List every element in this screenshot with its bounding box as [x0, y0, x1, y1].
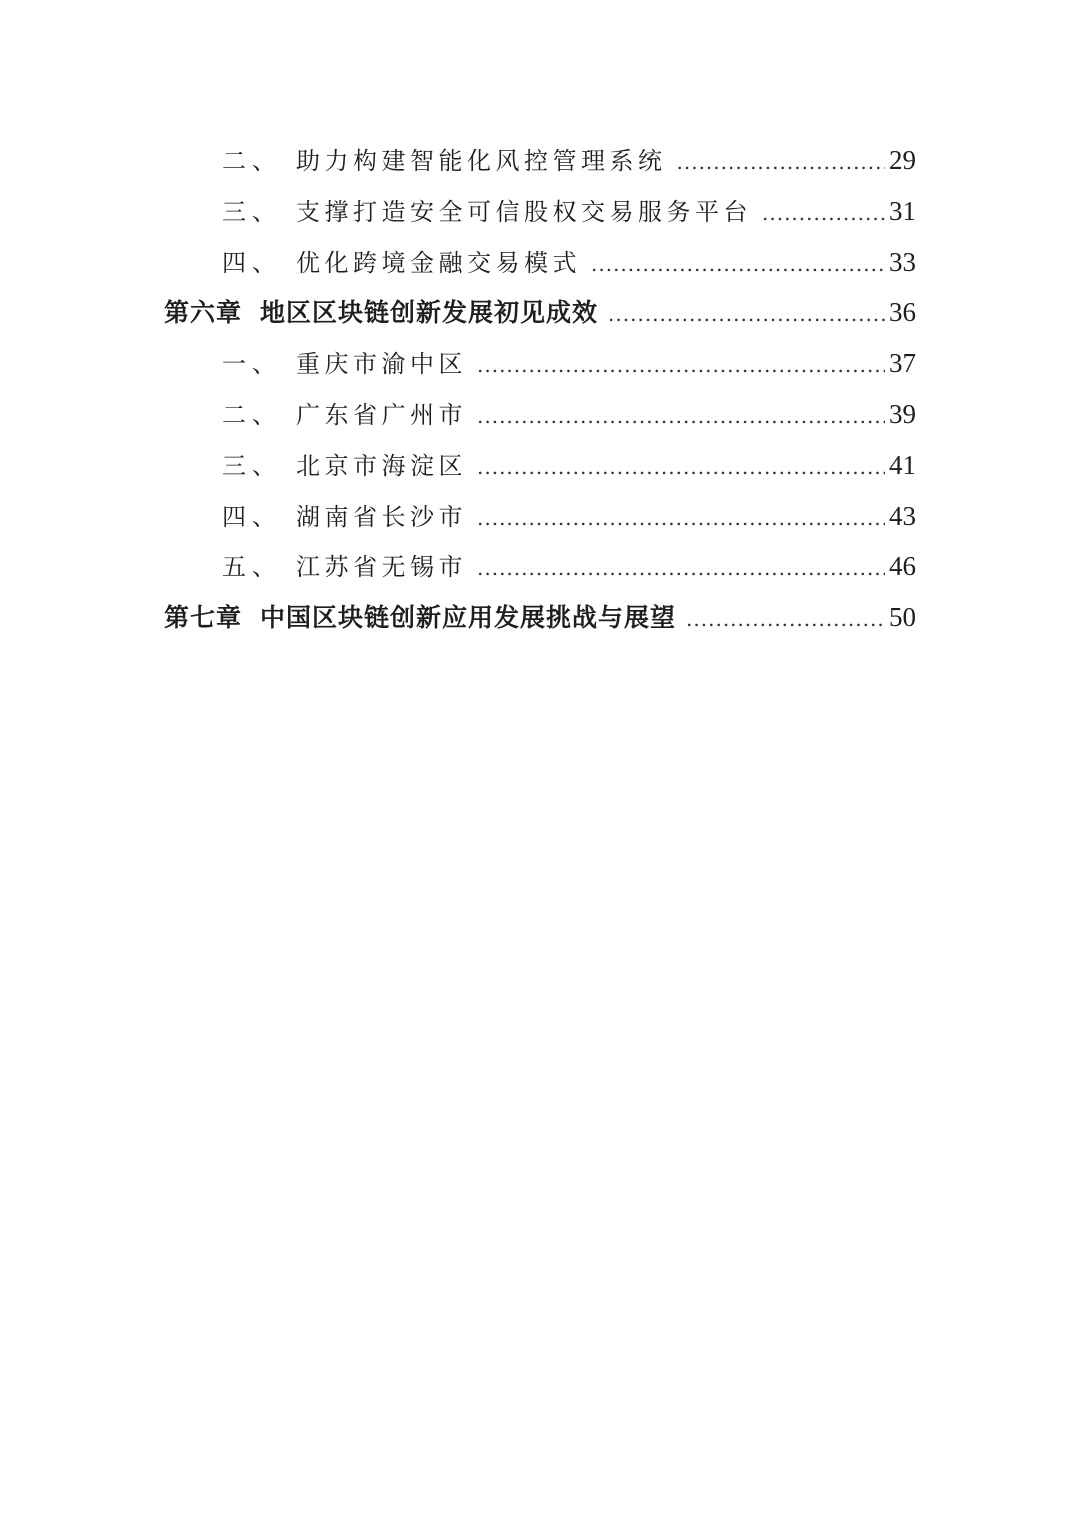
toc-entry-title: 支撑打造安全可信股权交易服务平台 — [296, 197, 752, 226]
toc-entry[interactable] — [164, 491, 916, 542]
toc-entry[interactable] — [164, 237, 916, 288]
toc-chapter-entry[interactable] — [164, 592, 916, 643]
toc-entry[interactable] — [164, 440, 916, 491]
toc-entry-title: 广东省广州市 — [296, 400, 467, 429]
toc-leader-dots — [677, 137, 886, 186]
toc-leader-dots — [477, 493, 885, 542]
toc-leader-dots — [686, 594, 885, 643]
toc-leader-dots — [608, 289, 885, 338]
toc-entry-page: 37 — [889, 348, 916, 379]
toc-chapter-entry[interactable] — [164, 287, 916, 338]
toc-entry-title: 优化跨境金融交易模式 — [296, 248, 581, 277]
toc-entry[interactable] — [164, 338, 916, 389]
toc-entry-number: 三、 — [222, 197, 282, 226]
toc-leader-dots — [477, 442, 885, 491]
toc-entry-number: 五、 — [222, 553, 282, 582]
toc-entry-number: 二、 — [222, 147, 282, 175]
table-of-contents — [164, 135, 916, 643]
toc-entry[interactable] — [164, 135, 916, 186]
toc-entry-page: 33 — [889, 246, 916, 277]
toc-entry-page: 31 — [889, 195, 916, 226]
toc-entry-number: 四、 — [222, 248, 282, 277]
toc-leader-dots — [477, 340, 885, 389]
toc-entry[interactable] — [164, 541, 916, 592]
toc-leader-dots — [477, 391, 885, 440]
toc-entry-title: 助力构建智能化风控管理系统 — [296, 147, 667, 175]
toc-entry-title: 江苏省无锡市 — [296, 553, 467, 582]
toc-entry-page: 36 — [889, 297, 916, 328]
toc-entry-title: 重庆市渝中区 — [296, 350, 467, 379]
toc-entry-title: 湖南省长沙市 — [296, 502, 467, 531]
toc-entry-number: 四、 — [222, 502, 282, 531]
toc-entry-page: 46 — [889, 551, 916, 582]
toc-entry-number: 一、 — [222, 350, 282, 379]
toc-entry-page: 43 — [889, 500, 916, 531]
toc-entry-page: 50 — [889, 602, 916, 633]
toc-leader-dots — [591, 239, 885, 288]
toc-entry-number: 二、 — [222, 400, 282, 429]
toc-chapter-title: 中国区块链创新应用发展挑战与展望 — [260, 603, 677, 633]
toc-leader-dots — [477, 543, 885, 592]
toc-chapter-number: 第七章 — [164, 603, 243, 633]
toc-leader-dots — [762, 188, 885, 237]
toc-entry[interactable] — [164, 389, 916, 440]
toc-entry-page: 29 — [889, 145, 916, 175]
toc-chapter-number: 第六章 — [164, 298, 243, 328]
toc-entry-page: 39 — [889, 398, 916, 429]
toc-entry-number: 三、 — [222, 451, 282, 480]
toc-entry-title: 北京市海淀区 — [296, 451, 467, 480]
toc-entry[interactable] — [164, 186, 916, 237]
toc-chapter-title: 地区区块链创新发展初见成效 — [260, 298, 599, 328]
toc-entry-page: 41 — [889, 449, 916, 480]
